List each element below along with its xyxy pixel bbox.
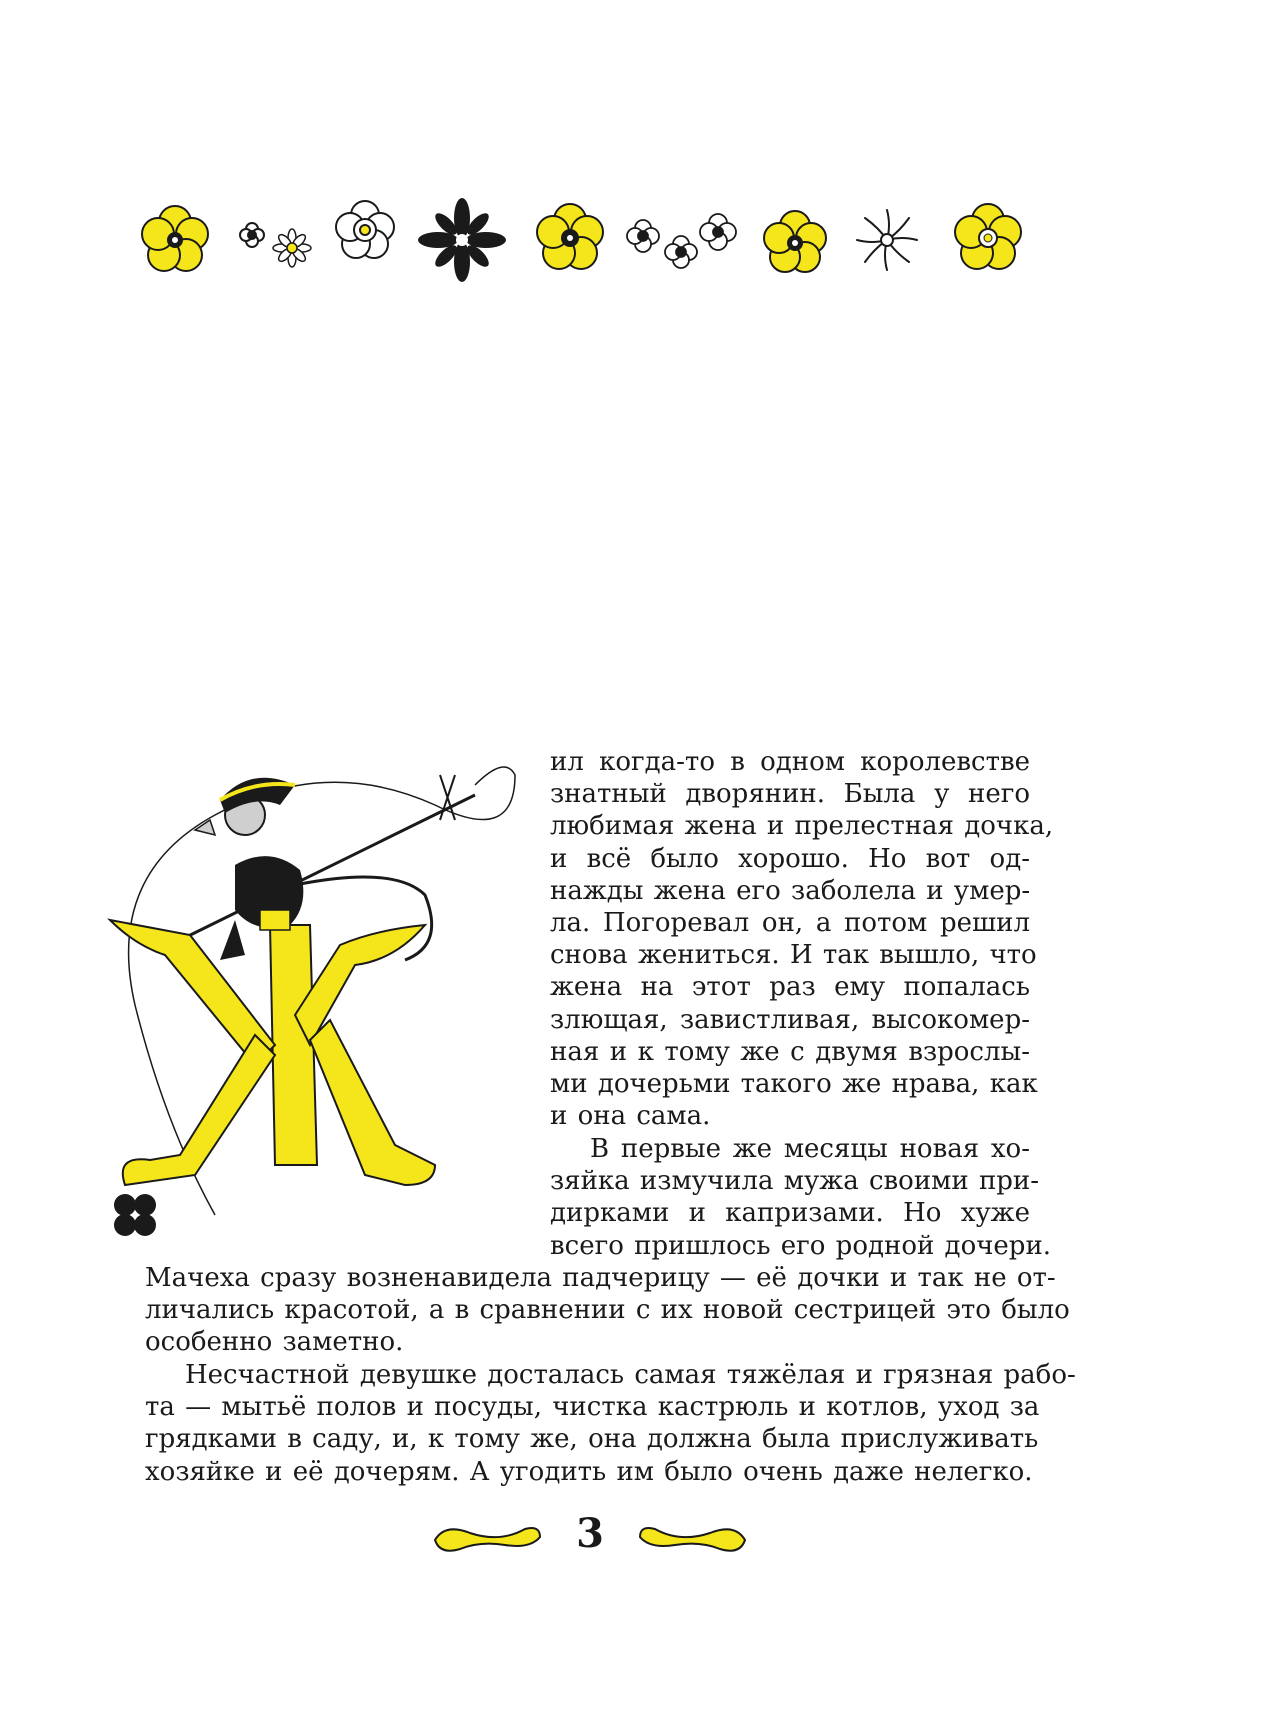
dropcap-illustration [95, 745, 555, 1270]
scroll-left-icon [435, 1528, 540, 1551]
flower-icon [273, 229, 311, 267]
text-line: Несчастной девушке досталась самая тяжёлая и грязная рабо- [185, 1360, 1076, 1390]
text-line: жена на этот раз ему попалась [550, 972, 1030, 1003]
text-line: снова жениться. И так вышло, что [550, 940, 1037, 971]
clover-icon [114, 1194, 156, 1236]
footer-ornament [0, 1515, 1270, 1560]
flower-icon [627, 220, 659, 252]
flower-icon [418, 198, 506, 282]
text-line: знатный дворянин. Была у него [550, 779, 1030, 810]
text-line: В первые же месяцы новая хо- [590, 1134, 1030, 1164]
text-line: злющая, завистливая, высокомер- [550, 1004, 1030, 1035]
text-line: и всё было хорошо. Но вот од- [550, 843, 1030, 874]
text-line: и она сама. [550, 1101, 711, 1132]
paragraph [145, 1262, 1070, 1359]
paragraph [550, 746, 1054, 1132]
text-line: грядками в саду, и, к тому же, она должна была прислуживать [145, 1424, 1039, 1455]
flower-icon [240, 223, 264, 247]
text-line: та — мытьё полов и посуды, чистка кастрюль и котлов, уход за [145, 1392, 1040, 1423]
text-line: ла. Погоревал он, а потом решил [550, 908, 1030, 939]
text-line: любимая жена и прелестная дочка, [550, 811, 1054, 842]
paragraph [550, 1133, 1052, 1262]
flower-icon [336, 201, 394, 258]
text-line: Мачеха сразу возненавидела падчерицу — её дочки и так не от- [145, 1263, 1056, 1293]
flower-icon [700, 214, 736, 250]
flower-icon [764, 211, 826, 272]
flower-border-ornament [0, 190, 1270, 290]
text-line: хозяйке и её дочерям. А угодить им было очень даже нелегко. [145, 1456, 1033, 1487]
text-line: дирками и капризами. Но хуже [550, 1198, 1030, 1229]
flower-icon [955, 204, 1021, 269]
sword-icon [170, 795, 475, 945]
page-number: 3 [576, 1510, 604, 1557]
text-line: нажды жена его заболела и умер- [550, 875, 1031, 906]
flower-icon [142, 206, 208, 271]
text-line: ил когда-то в одном королевстве [550, 747, 1030, 777]
flower-icon [857, 210, 917, 270]
flower-icon [537, 204, 603, 269]
scroll-right-icon [640, 1528, 745, 1551]
text-line: зяйка измучила мужа своими при- [550, 1166, 1040, 1197]
paragraph [145, 1359, 1076, 1488]
text-line: ми дочерьми такого же нрава, как [550, 1069, 1038, 1100]
text-line: личались красотой, а в сравнении с их новой сестрицей это было [145, 1295, 1070, 1326]
text-line: всего пришлось его родной дочери. [550, 1230, 1052, 1261]
text-line: ная и к тому же с двумя взрослы- [550, 1036, 1030, 1067]
letter-zh-icon [110, 920, 435, 1185]
flower-icon [665, 236, 697, 268]
text-line: особенно заметно. [145, 1327, 404, 1358]
